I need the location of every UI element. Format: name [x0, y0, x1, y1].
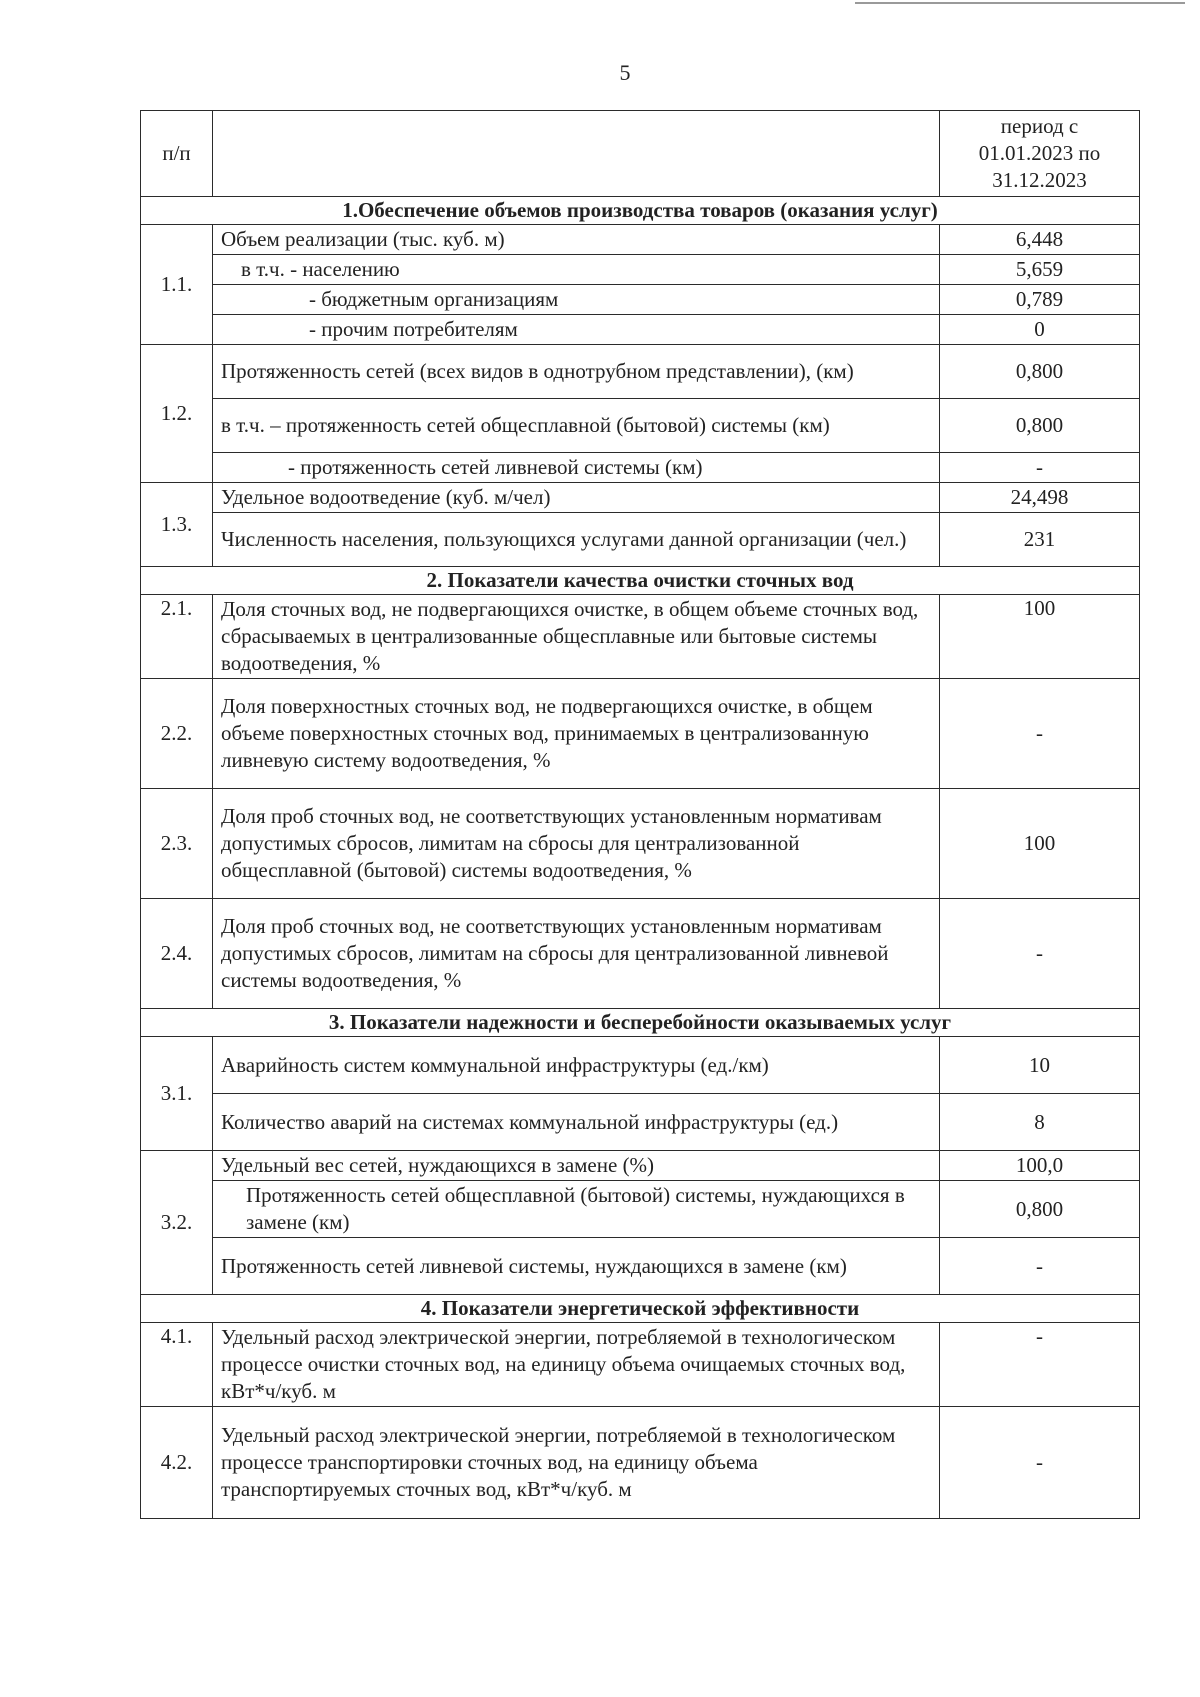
row-label: Удельный расход электрической энергии, потребляемой в технологическом процессе транспортировки сточных вод, на единицу объема транспортируемых сточных вод, кВт*ч/куб. м: [213, 1407, 940, 1519]
table-row: [141, 1181, 1140, 1238]
row-number: 2.1.: [141, 595, 213, 679]
row-label: Аварийность систем коммунальной инфраструктуры (ед./км): [213, 1037, 940, 1094]
row-number: 1.2.: [141, 345, 213, 483]
table-row: [141, 1238, 1140, 1295]
row-value: 0,800: [940, 1181, 1140, 1238]
row-value: 100,0: [940, 1151, 1140, 1181]
section-title: 1.Обеспечение объемов производства товаров (оказания услуг): [141, 197, 1140, 225]
table-row: [141, 483, 1140, 513]
header-num-cell: п/п: [141, 111, 213, 197]
table-row: [141, 399, 1140, 453]
row-value: -: [940, 899, 1140, 1009]
row-label: Объем реализации (тыс. куб. м): [213, 225, 940, 255]
row-label: в т.ч. – протяженность сетей общесплавной (бытовой) системы (км): [213, 399, 940, 453]
row-label: Протяженность сетей общесплавной (бытовой) системы, нуждающихся в замене (км): [213, 1181, 940, 1238]
row-label: - бюджетным организациям: [213, 285, 940, 315]
row-value: 100: [940, 595, 1140, 679]
row-label: - протяженность сетей ливневой системы (км): [213, 453, 940, 483]
section-row: [141, 1009, 1140, 1037]
row-value: 0: [940, 315, 1140, 345]
table-row: [141, 285, 1140, 315]
section-title: 2. Показатели качества очистки сточных вод: [141, 567, 1140, 595]
table-row: [141, 1037, 1140, 1094]
row-number: 2.3.: [141, 789, 213, 899]
table-row: [141, 345, 1140, 399]
table-row: [141, 315, 1140, 345]
table-row: [141, 899, 1140, 1009]
row-value: 10: [940, 1037, 1140, 1094]
table-row: [141, 255, 1140, 285]
header-period-line: период с: [1000, 114, 1079, 138]
row-label: Протяженность сетей ливневой системы, нуждающихся в замене (км): [213, 1238, 940, 1295]
table-row: [141, 1094, 1140, 1151]
row-value: 8: [940, 1094, 1140, 1151]
row-label: Протяженность сетей (всех видов в однотрубном представлении), (км): [213, 345, 940, 399]
table-row: [141, 595, 1140, 679]
header-period-cell: [940, 111, 1140, 197]
header-empty-cell: [213, 111, 940, 197]
row-label: Удельное водоотведение (куб. м/чел): [213, 483, 940, 513]
table-row: [141, 225, 1140, 255]
section-row: [141, 197, 1140, 225]
top-edge-line: [855, 2, 1185, 4]
table-row: [141, 789, 1140, 899]
section-row: [141, 1295, 1140, 1323]
row-label: Численность населения, пользующихся услугами данной организации (чел.): [213, 513, 940, 567]
row-value: 24,498: [940, 483, 1140, 513]
table-row: [141, 679, 1140, 789]
row-label: Количество аварий на системах коммунальной инфраструктуры (ед.): [213, 1094, 940, 1151]
header-period-line: 01.01.2023 по: [978, 141, 1101, 165]
row-value: -: [940, 1238, 1140, 1295]
row-label: Доля проб сточных вод, не соответствующих установленным нормативам допустимых сбросов, лимитам на сбросы для централизованной общесплавной (бытовой) системы водоотведения, %: [213, 789, 940, 899]
row-value: 231: [940, 513, 1140, 567]
row-value: -: [940, 679, 1140, 789]
section-title: 4. Показатели энергетической эффективности: [141, 1295, 1140, 1323]
header-period-line: 31.12.2023: [992, 168, 1087, 192]
row-label: - прочим потребителям: [213, 315, 940, 345]
row-value: 6,448: [940, 225, 1140, 255]
section-title: 3. Показатели надежности и бесперебойности оказываемых услуг: [141, 1009, 1140, 1037]
table-row: [141, 453, 1140, 483]
row-label: в т.ч. - населению: [213, 255, 940, 285]
page-number: 5: [619, 60, 631, 85]
row-value: -: [940, 1323, 1140, 1407]
row-value: 0,800: [940, 399, 1140, 453]
row-value: 0,789: [940, 285, 1140, 315]
row-number: 2.2.: [141, 679, 213, 789]
row-label: Удельный вес сетей, нуждающихся в замене (%): [213, 1151, 940, 1181]
row-value: 100: [940, 789, 1140, 899]
row-label: Удельный расход электрической энергии, потребляемой в технологическом процессе очистки сточных вод, на единицу объема очищаемых сточных вод, кВт*ч/куб. м: [213, 1323, 940, 1407]
table-row: [141, 1323, 1140, 1407]
table-row: [141, 1151, 1140, 1181]
table-row: [141, 1407, 1140, 1519]
table-row: [141, 513, 1140, 567]
row-value: 5,659: [940, 255, 1140, 285]
row-number: 3.2.: [141, 1151, 213, 1295]
row-label: Доля сточных вод, не подвергающихся очистке, в общем объеме сточных вод, сбрасываемых в централизованные общесплавные или бытовые системы водоотведения, %: [213, 595, 940, 679]
row-number: 4.2.: [141, 1407, 213, 1519]
row-value: -: [940, 1407, 1140, 1519]
row-number: 3.1.: [141, 1037, 213, 1151]
row-number: 1.1.: [141, 225, 213, 345]
indicators-table: [140, 110, 1140, 1519]
row-number: 2.4.: [141, 899, 213, 1009]
row-value: -: [940, 453, 1140, 483]
table-header-row: [141, 111, 1140, 197]
row-value: 0,800: [940, 345, 1140, 399]
row-label: Доля проб сточных вод, не соответствующих установленным нормативам допустимых сбросов, лимитам на сбросы для централизованной ливневой системы водоотведения, %: [213, 899, 940, 1009]
section-row: [141, 567, 1140, 595]
row-number: 1.3.: [141, 483, 213, 567]
row-label: Доля поверхностных сточных вод, не подвергающихся очистке, в общем объеме поверхностных сточных вод, принимаемых в централизованную ливневую систему водоотведения, %: [213, 679, 940, 789]
row-number: 4.1.: [141, 1323, 213, 1407]
